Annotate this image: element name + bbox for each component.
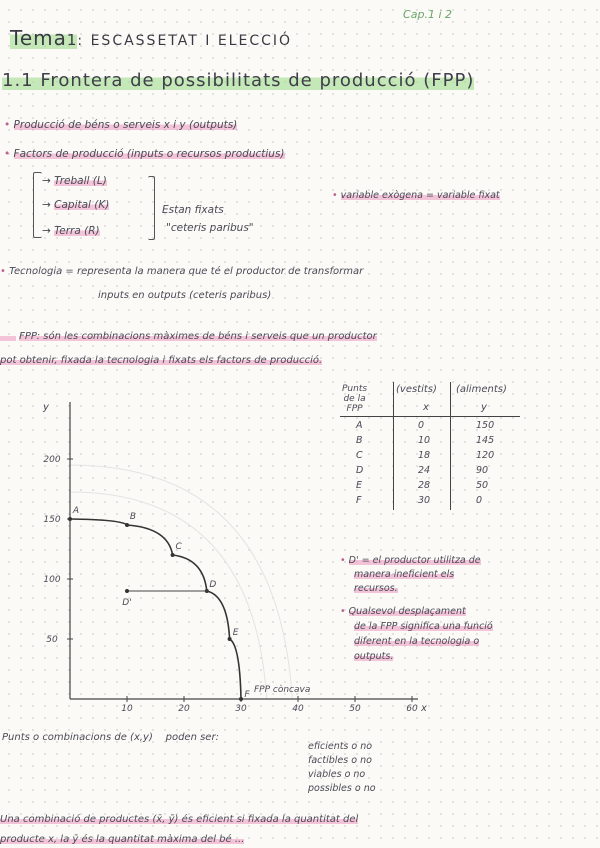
side-note-2: • Qualsevol desplaçament de la FPP significa una funció diferent en la tecnologia o outputs. xyxy=(340,606,493,662)
faint-arc-2 xyxy=(70,465,292,699)
table-cell-y: 145 xyxy=(476,435,495,446)
fpp-point xyxy=(228,637,232,641)
note-tech-line1: • Tecnologia = representa la manera que té el productor de transformar xyxy=(0,266,364,277)
fpp-point-label: A xyxy=(72,506,80,516)
y-tick-label: 50 xyxy=(46,635,58,645)
fpp-point-label: E xyxy=(232,628,239,638)
note-exogenous: • variable exògena = variable fixat xyxy=(332,190,500,201)
table-cell-x: 24 xyxy=(418,465,431,476)
table-cell-point: D xyxy=(356,465,364,476)
right-bracket xyxy=(148,176,155,240)
table-cell-point: F xyxy=(356,495,362,506)
table-hline xyxy=(340,416,520,417)
table-cell-point: C xyxy=(356,450,363,461)
fpp-point-label: C xyxy=(175,542,182,552)
fpp-point xyxy=(68,517,72,521)
table-cell-y: 150 xyxy=(476,420,495,431)
note-fpp-line2: pot obtenir, fixada la tecnologia i fixats els factors de producció. xyxy=(0,355,323,366)
fpp-point xyxy=(239,697,243,701)
section-title: 1.1 Frontera de possibilitats de producció (FPP) xyxy=(2,70,475,91)
x-tick-label: 50 xyxy=(349,704,361,714)
fpp-point-label: F xyxy=(244,690,250,700)
factor-labor: → Treball (L) xyxy=(42,175,107,187)
tema-title xyxy=(10,26,292,50)
table-cell-x: 30 xyxy=(418,495,431,506)
fpp-point xyxy=(205,589,209,593)
x-tick-label: 40 xyxy=(292,704,304,714)
table-cell-y: 0 xyxy=(476,495,483,506)
table-cell-x: 18 xyxy=(418,450,431,461)
y-axis-label: y xyxy=(43,402,49,413)
bottom-note-1: Punts o combinacions de (x,y) poden ser: xyxy=(2,732,219,743)
y-tick-label: 150 xyxy=(43,515,61,525)
table-vline-1 xyxy=(393,382,394,510)
bottom-options: eficients o no factibles o no viables o no possibles o no xyxy=(308,741,376,794)
x-tick-label: 60 xyxy=(406,704,418,714)
table-cell-y: 50 xyxy=(476,480,489,491)
y-tick-label: 100 xyxy=(43,575,61,585)
note-tech-line2: inputs en outputs (ceteris paribus) xyxy=(98,290,272,301)
x-axis-label: x xyxy=(421,703,427,714)
factor-capital: → Capital (K) xyxy=(42,199,110,211)
tema-label: Tema1 xyxy=(10,26,78,50)
factor-land: → Terra (R) xyxy=(42,225,100,237)
fpp-point xyxy=(171,553,175,557)
table-cell-y: 90 xyxy=(476,465,489,476)
left-bracket xyxy=(33,172,42,238)
faint-arc-1 xyxy=(70,492,267,699)
x-tick-label: 30 xyxy=(235,704,247,714)
table-cell-y: 120 xyxy=(476,450,495,461)
side-note-1: • D' = el productor utilitza de manera ineficient els recursos. xyxy=(340,555,481,594)
table-cell-x: 28 xyxy=(418,480,431,491)
x-tick-label: 20 xyxy=(178,704,190,714)
table-cell-x: 10 xyxy=(418,435,431,446)
table-cell-point: E xyxy=(356,480,363,491)
table-sub-x: x xyxy=(423,402,429,413)
table-vline-2 xyxy=(450,382,451,510)
bottom-note-3: producte x, la ȳ és la quantitat màxima del bé ... xyxy=(0,834,245,845)
x-tick-label: 10 xyxy=(121,704,133,714)
note-ceteris: "ceteris paribus" xyxy=(166,222,254,234)
fpp-curve xyxy=(70,519,241,699)
table-header-x: (vestits) xyxy=(396,384,437,395)
inner-point-label: D' xyxy=(122,598,132,608)
table-cell-point: B xyxy=(356,435,363,446)
table-header-points: Punts de la FPP xyxy=(342,384,368,414)
table-sub-y: y xyxy=(481,402,487,413)
note-fixed: Estan fixats xyxy=(162,204,224,216)
fpp-point-label: D xyxy=(209,580,217,590)
table-cell-point: A xyxy=(356,420,363,431)
fpp-point xyxy=(125,523,129,527)
note-production: • Producció de béns o serveis x i y (outputs) xyxy=(4,119,238,131)
fpp-point-label: B xyxy=(129,512,137,522)
y-tick-label: 200 xyxy=(43,455,61,465)
bottom-note-2: Una combinació de productes (x̄, ȳ) és eficient si fixada la quantitat del xyxy=(0,814,359,825)
curve-label: FPP còncava xyxy=(254,685,311,695)
page-reference: Cap.1 i 2 xyxy=(403,8,452,21)
inner-point xyxy=(125,589,129,593)
table-cell-x: 0 xyxy=(418,420,425,431)
note-fpp-line1: FPP: són les combinacions màximes de béns i serveis que un productor xyxy=(0,331,377,342)
note-factors-title: • Factors de producció (inputs o recursos productius) xyxy=(4,148,285,160)
tema-subtitle: : ESCASSETAT I ELECCIÓ xyxy=(77,33,293,49)
table-header-y: (aliments) xyxy=(456,384,507,395)
